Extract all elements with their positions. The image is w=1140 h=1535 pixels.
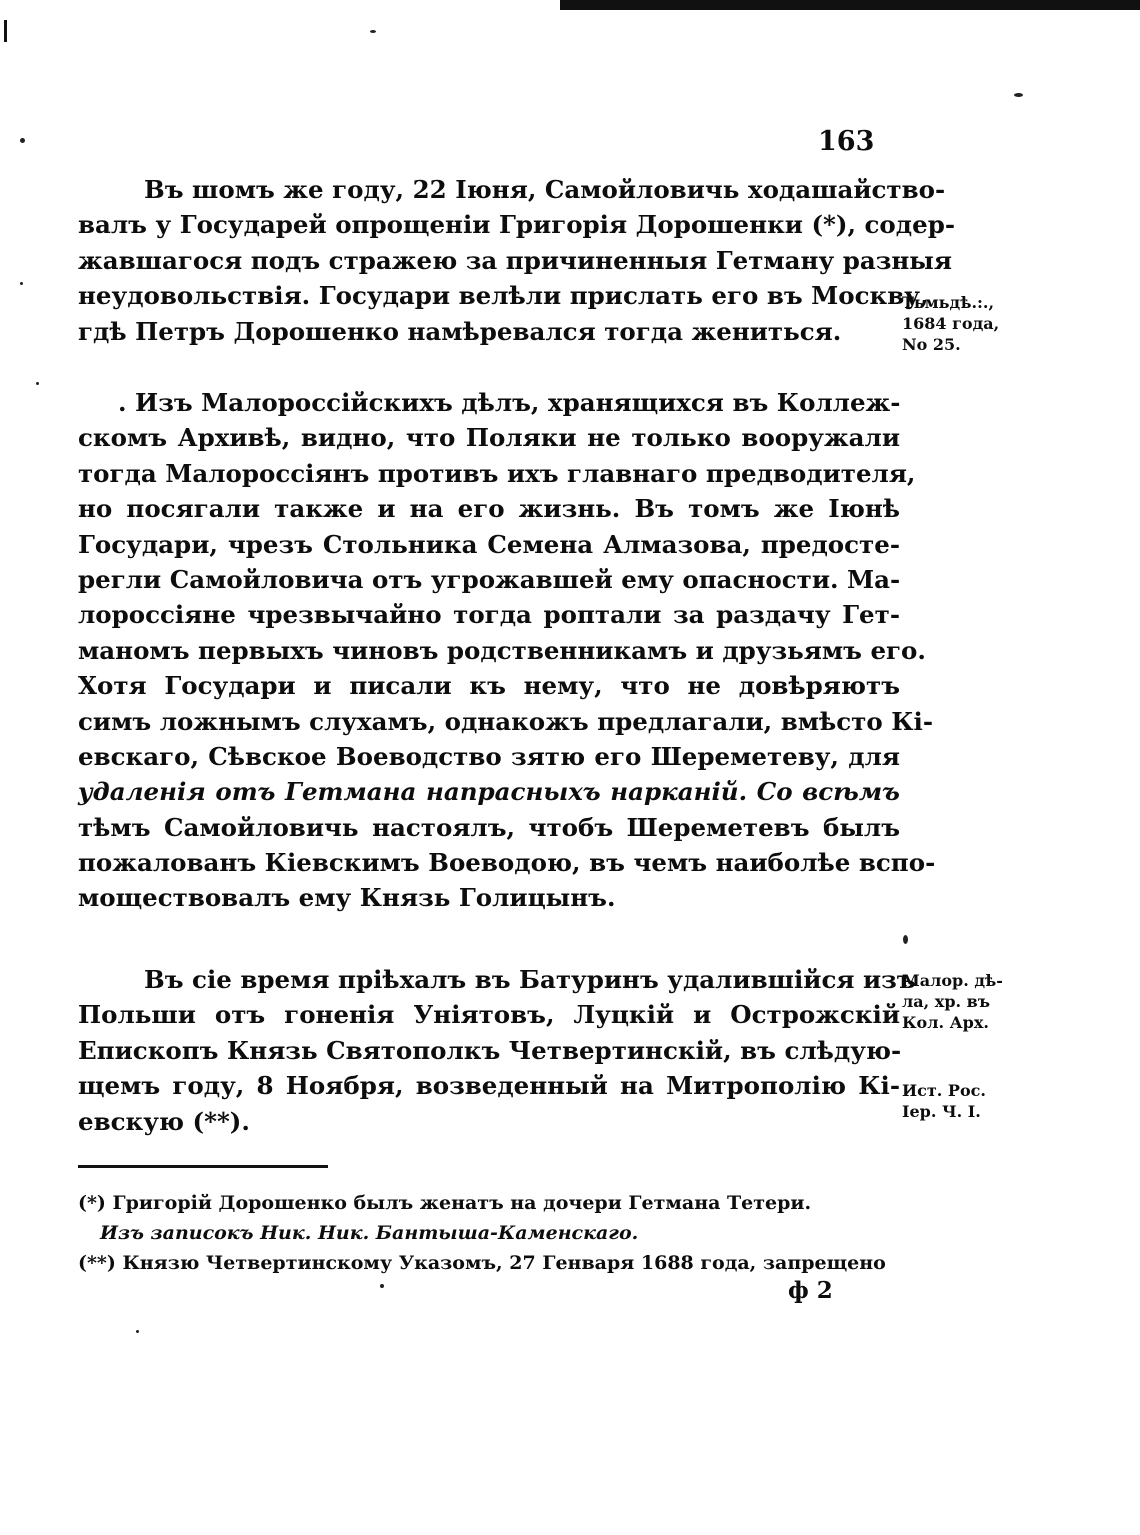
text-line: Епископъ Князь Святополкъ Четвертинскій, въ слѣдую-	[78, 1035, 902, 1065]
speck	[20, 138, 25, 143]
text-line: симъ ложнымъ слухамъ, однакожъ предлагали, вмѣсто Кі-	[78, 706, 933, 736]
text-line: пожалованъ Кіевскимъ Воеводою, въ чемъ наиболѣе вспо-	[78, 848, 936, 878]
footnote-1-source: Изъ записокъ Ник. Ник. Бантыша-Каменскаго.	[100, 1222, 639, 1244]
speck	[36, 382, 39, 385]
text-line: Государи, чрезъ Стольника Семена Алмазова, предосте-	[78, 529, 900, 559]
sidenote-line: Кол. Арх.	[902, 1013, 989, 1032]
text-line: валъ у Государей опрощеніи Григорія Дорошенки (*), содер-	[78, 210, 955, 240]
text-line: удаленія отъ Гетмана напрасныхъ нарканій. Со всѣмъ	[78, 777, 900, 807]
text-line: маномъ первыхъ чиновъ родственникамъ и друзьямъ его.	[78, 635, 926, 665]
sidenote-line: 1684 года,	[902, 314, 1000, 333]
text-line: Хотя Государи и писали къ нему, что не довѣряютъ	[78, 671, 900, 701]
left-edge-mark	[4, 20, 7, 42]
sidenote-2	[902, 970, 1012, 1033]
speck	[380, 1284, 384, 1288]
text-line: тѣмъ Самойловичь настоялъ, чтобъ Шереметевъ былъ	[78, 812, 900, 842]
page-number: 163	[818, 126, 875, 157]
sidenote-1	[902, 292, 1012, 355]
text-line: Въ шомъ же году, 22 Іюня, Самойловичь ходашайство-	[144, 175, 946, 204]
sidenote-line: Іер. Ч. І.	[902, 1102, 981, 1121]
sidenote-line: No 25.	[902, 335, 961, 354]
text-line: жавшагося подъ стражею за причиненныя Гетману разныя	[78, 245, 952, 275]
text-line: евскую (**).	[78, 1106, 250, 1136]
footnotes	[78, 1188, 886, 1278]
text-line: гдѣ Петръ Дорошенко намѣревался тогда жениться.	[78, 316, 842, 346]
speck	[370, 30, 376, 33]
paragraph-2	[78, 385, 936, 916]
text-line: тогда Малороссіянъ противъ ихъ главнаго предводителя,	[78, 458, 916, 488]
footnote-2: (**) Князю Четвертинскому Указомъ, 27 Генваря 1688 года, запрещено	[78, 1252, 886, 1274]
sidenote-3	[902, 1080, 1012, 1122]
sidenote-line: ла, хр. въ	[902, 992, 991, 1011]
footnote-separator	[78, 1165, 328, 1168]
text-line: щемъ году, 8 Ноября, возведенный на Митрополію Кі-	[78, 1071, 900, 1101]
sidenote-line: Ист. Рос.	[902, 1081, 986, 1100]
speck	[20, 282, 23, 285]
speck	[1014, 93, 1023, 97]
sidenote-line: Тьмьдѣ.:.,	[902, 293, 995, 312]
text-line: лороссіяне чрезвычайно тогда роптали за раздачу Гет-	[78, 600, 900, 630]
speck	[136, 1330, 139, 1333]
speck	[903, 935, 908, 944]
top-edge-bar	[560, 0, 1140, 10]
text-line: Польши отъ гоненія Уніятовъ, Луцкій и Острожскій	[78, 1000, 900, 1030]
text-line: . Изъ Малороссійскихъ дѣлъ, хранящихся въ Коллеж-	[118, 388, 901, 417]
signature-mark: ф 2	[788, 1277, 833, 1304]
footnote-1: (*) Григорій Дорошенко былъ женатъ на дочери Гетмана Тетери.	[78, 1192, 812, 1214]
text-line: скомъ Архивѣ, видно, что Поляки не только вооружали	[78, 423, 900, 453]
text-line: неудовольствія. Государи велѣли прислать его въ Москву,	[78, 281, 929, 311]
sidenote-line: Малор. дѣ-	[902, 971, 1003, 990]
text-line: Въ сіе время пріѣхалъ въ Батуринъ удалившійся изъ	[144, 965, 916, 994]
paragraph-3	[78, 962, 916, 1139]
text-line: евскаго, Сѣвское Воеводство зятю его Шереметеву, для	[78, 741, 900, 771]
text-line: но посягали также и на его жизнь. Въ томъ же Іюнѣ	[78, 494, 900, 524]
text-line: регли Самойловича отъ угрожавшей ему опасности. Ма-	[78, 564, 901, 594]
text-line: моществовалъ ему Князь Голицынъ.	[78, 883, 616, 913]
